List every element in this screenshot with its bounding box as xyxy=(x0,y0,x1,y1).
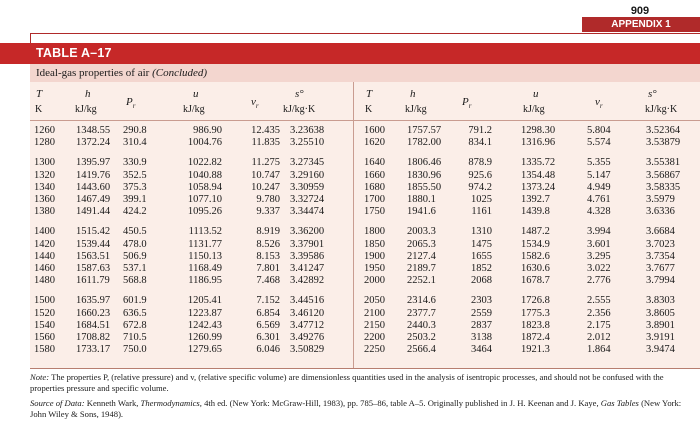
table-cell: 1058.94 xyxy=(187,181,222,193)
table-cell: 3.46120 xyxy=(290,307,325,319)
subtitle-note: (Concluded) xyxy=(152,67,208,79)
table-cell: 2377.7 xyxy=(407,307,436,319)
table-cell: 1708.82 xyxy=(76,332,111,344)
table-cell: 1620 xyxy=(364,137,385,149)
table-cell: 3.022 xyxy=(587,263,611,275)
table-cell: 1800 xyxy=(364,226,385,238)
table-cell: 1161 xyxy=(471,206,492,218)
table-cell: 3.6336 xyxy=(646,206,675,218)
table-cell: 1354.48 xyxy=(521,169,556,181)
header-h-unit: kJ/kg xyxy=(75,104,97,115)
table-cell: 1400 xyxy=(34,226,55,238)
table-cell: 1260.99 xyxy=(187,332,222,344)
table-cell: 1757.57 xyxy=(407,125,442,136)
table-cell: 3.9474 xyxy=(646,344,675,356)
table-cell: 1700 xyxy=(364,194,385,206)
table-cell: 1460 xyxy=(34,263,55,275)
table-cell: 3.7354 xyxy=(646,250,675,262)
table-cell: 5.804 xyxy=(587,125,611,136)
table-cell: 3138 xyxy=(471,332,492,344)
table-cell: 3.27345 xyxy=(290,157,325,169)
table-cell: 2.776 xyxy=(587,275,611,287)
table-cell: 7.468 xyxy=(256,275,280,287)
table-cell: 1733.17 xyxy=(76,344,111,356)
appendix-banner: APPENDIX 1 xyxy=(582,17,700,32)
table-cell: 1040.88 xyxy=(187,169,222,181)
table-cell: 2050 xyxy=(364,295,385,307)
table-cell: 878.9 xyxy=(468,157,492,169)
header-u-symbol: u xyxy=(193,88,199,100)
table-cell: 1025 xyxy=(471,194,492,206)
table-cell: 1491.44 xyxy=(76,206,111,218)
table-cell: 568.8 xyxy=(123,275,147,287)
table-cell: 1004.76 xyxy=(187,137,222,149)
table-cell: 10.747 xyxy=(251,169,280,181)
table-cell: 424.2 xyxy=(123,206,147,218)
table-cell: 710.5 xyxy=(123,332,147,344)
table-cell: 1587.63 xyxy=(76,263,111,275)
table-cell: 1372.24 xyxy=(76,137,111,149)
table-cell: 7.801 xyxy=(256,263,280,275)
table-cell: 1077.10 xyxy=(187,194,222,206)
table-cell: 1872.4 xyxy=(521,332,550,344)
table-cell: 3.7023 xyxy=(646,238,675,250)
header-h-symbol-right: h xyxy=(410,88,416,100)
table-cell: 1320 xyxy=(34,169,55,181)
col-h-right xyxy=(407,125,441,356)
table-banner xyxy=(0,43,700,64)
table-cell: 3.25510 xyxy=(290,137,325,149)
table-cell: 1440 xyxy=(34,250,55,262)
table-notes xyxy=(30,372,694,424)
table-cell: 1850 xyxy=(364,238,385,250)
header-u-unit-right: kJ/kg xyxy=(523,104,545,115)
table-cell: 5.147 xyxy=(587,169,611,181)
table-cell: 3.295 xyxy=(587,250,611,262)
table-cell: 506.9 xyxy=(123,250,147,262)
table-cell: 1611.79 xyxy=(76,275,110,287)
table-cell: 1500 xyxy=(34,295,55,307)
table-cell: 1335.72 xyxy=(521,157,556,169)
table-cell: 1630.6 xyxy=(521,263,550,275)
table-cell: 352.5 xyxy=(123,169,147,181)
table-cell: 1168.49 xyxy=(188,263,222,275)
table-cell: 1186.95 xyxy=(188,275,222,287)
table-cell: 834.1 xyxy=(468,137,492,149)
table-cell: 986.90 xyxy=(193,125,222,136)
table-cell: 5.355 xyxy=(587,157,611,169)
table-cell: 3.41247 xyxy=(290,263,325,275)
table-cell: 3.53879 xyxy=(646,137,681,149)
table-cell: 3.8605 xyxy=(646,307,675,319)
table-cell: 6.569 xyxy=(256,319,280,331)
col-s-left xyxy=(290,125,324,356)
table-cell: 2566.4 xyxy=(407,344,436,356)
table-cell: 3.47712 xyxy=(290,319,325,331)
table-cell: 3.8901 xyxy=(646,319,675,331)
table-cell: 2440.3 xyxy=(407,319,436,331)
col-h-left xyxy=(76,125,110,356)
table-cell: 2065.3 xyxy=(407,238,436,250)
table-cell: 1150.13 xyxy=(188,250,222,262)
table-cell: 750.0 xyxy=(123,344,147,356)
table-title: TABLE A–17 xyxy=(36,46,112,60)
table-cell: 1520 xyxy=(34,307,55,319)
table-cell: 1279.65 xyxy=(187,344,222,356)
table-cell: 7.152 xyxy=(256,295,280,307)
table-cell: 1534.9 xyxy=(521,238,550,250)
table-cell: 290.8 xyxy=(123,125,147,136)
table-cell: 8.919 xyxy=(256,226,280,238)
table-cell: 537.1 xyxy=(123,263,147,275)
table-cell: 3.7994 xyxy=(646,275,675,287)
table-cell: 6.301 xyxy=(256,332,280,344)
header-s-unit-right: kJ/kg·K xyxy=(645,104,678,115)
table-bottom-rule xyxy=(30,368,700,369)
table-cell: 2252.1 xyxy=(407,275,436,287)
header-t-unit-right: K xyxy=(365,104,373,115)
table-cell: 3.23638 xyxy=(290,125,325,136)
col-vr-left xyxy=(238,125,280,356)
table-cell: 1782.00 xyxy=(407,137,442,149)
table-cell: 2.175 xyxy=(587,319,611,331)
table-cell: 3464 xyxy=(471,344,492,356)
table-cell: 5.574 xyxy=(587,137,611,149)
table-cell: 2559 xyxy=(471,307,492,319)
table-cell: 11.835 xyxy=(251,137,280,149)
table-cell: 1540 xyxy=(34,319,55,331)
table-cell: 636.5 xyxy=(123,307,147,319)
table-cell: 1223.87 xyxy=(187,307,222,319)
table-cell: 2503.2 xyxy=(407,332,436,344)
table-cell: 1539.44 xyxy=(76,238,111,250)
table-cell: 2314.6 xyxy=(407,295,436,307)
table-cell: 3.39586 xyxy=(290,250,325,262)
header-rule-tick xyxy=(30,34,31,43)
table-cell: 1580 xyxy=(34,344,55,356)
header-h-unit-right: kJ/kg xyxy=(405,104,427,115)
table-cell: 4.949 xyxy=(587,181,611,193)
table-cell: 2303 xyxy=(471,295,492,307)
table-cell: 1360 xyxy=(34,194,55,206)
table-cell: 1855.50 xyxy=(407,181,442,193)
table-cell: 1921.3 xyxy=(521,344,550,356)
table-cell: 1205.41 xyxy=(187,295,222,307)
table-cell: 3.49276 xyxy=(290,332,325,344)
table-cell: 2.356 xyxy=(587,307,611,319)
table-cell: 1480 xyxy=(34,275,55,287)
table-cell: 1300 xyxy=(34,157,55,169)
table-cell: 1806.46 xyxy=(407,157,442,169)
col-t-left xyxy=(34,125,55,356)
table-cell: 1515.42 xyxy=(76,226,111,238)
table-cell: 450.5 xyxy=(123,226,147,238)
table-cell: 1475 xyxy=(471,238,492,250)
table-cell: 3.52364 xyxy=(646,125,681,136)
table-cell: 1660.23 xyxy=(76,307,111,319)
note-paragraph: Note: The properties P, (relative pressure) and v, (relative specific volume) are dimensionless quantities used in the analysis of isentropic processes, and should not be confused with the properties pressure and specific volume. xyxy=(30,372,664,393)
table-cell: 1131.77 xyxy=(188,238,222,250)
subtitle-band xyxy=(30,64,700,82)
table-subtitle: Ideal-gas properties of air (Concluded) xyxy=(36,67,208,79)
table-cell: 1487.2 xyxy=(521,226,550,238)
table-cell: 1563.51 xyxy=(76,250,111,262)
table-cell: 3.6684 xyxy=(646,226,675,238)
table-cell: 1950 xyxy=(364,263,385,275)
table-cell: 1678.7 xyxy=(521,275,550,287)
header-s-symbol: s° xyxy=(295,88,304,100)
table-cell: 9.780 xyxy=(256,194,280,206)
table-cell: 1395.97 xyxy=(76,157,111,169)
table-cell: 925.6 xyxy=(468,169,492,181)
table-cell: 1655 xyxy=(471,250,492,262)
table-cell: 2150 xyxy=(364,319,385,331)
table-cell: 3.5979 xyxy=(646,194,675,206)
table-cell: 1373.24 xyxy=(521,181,556,193)
table-cell: 1443.60 xyxy=(76,181,111,193)
table-cell: 1022.82 xyxy=(187,157,222,169)
table-cell: 1420 xyxy=(34,238,55,250)
table-cell: 1684.51 xyxy=(76,319,111,331)
header-u-symbol-right: u xyxy=(533,88,539,100)
col-vr-right xyxy=(587,125,611,356)
table-cell: 1635.97 xyxy=(76,295,111,307)
header-t-symbol: T xyxy=(36,88,43,100)
table-cell: 1298.30 xyxy=(521,125,556,136)
table-cell: 3.7677 xyxy=(646,263,675,275)
table-cell: 6.046 xyxy=(256,344,280,356)
table-cell: 1823.8 xyxy=(521,319,550,331)
header-u-unit: kJ/kg xyxy=(183,104,205,115)
header-h-symbol: h xyxy=(85,88,91,100)
table-cell: 1316.96 xyxy=(521,137,556,149)
header-pr-symbol: $P_r$ xyxy=(126,96,136,111)
table-cell: 3.58335 xyxy=(646,181,681,193)
table-cell: 2250 xyxy=(364,344,385,356)
table-cell: 1852 xyxy=(471,263,492,275)
table-cell: 330.9 xyxy=(123,157,147,169)
table-cell: 3.55381 xyxy=(646,157,681,169)
col-u-right xyxy=(521,125,555,356)
header-s-symbol-right: s° xyxy=(648,88,657,100)
header-vr-symbol: $v_r$ xyxy=(251,96,259,111)
table-cell: 1439.8 xyxy=(521,206,550,218)
table-cell: 2.012 xyxy=(587,332,611,344)
table-cell: 12.435 xyxy=(251,125,280,136)
table-cell: 3.36200 xyxy=(290,226,325,238)
table-cell: 1830.96 xyxy=(407,169,442,181)
table-cell: 1726.8 xyxy=(521,295,550,307)
table-cell: 399.1 xyxy=(123,194,147,206)
table-cell: 4.328 xyxy=(587,206,611,218)
table-cell: 2068 xyxy=(471,275,492,287)
table-cell: 310.4 xyxy=(123,137,147,149)
table-cell: 1.864 xyxy=(587,344,611,356)
table-cell: 1242.43 xyxy=(187,319,222,331)
table-cell: 1419.76 xyxy=(76,169,111,181)
table-cell: 3.30959 xyxy=(290,181,325,193)
table-cell: 1280 xyxy=(34,137,55,149)
header-s-unit: kJ/kg·K xyxy=(283,104,316,115)
table-cell: 3.994 xyxy=(587,226,611,238)
table-cell: 3.8303 xyxy=(646,295,675,307)
table-cell: 6.854 xyxy=(256,307,280,319)
table-cell: 1680 xyxy=(364,181,385,193)
source-paragraph: Source of Data: Kenneth Wark, Thermodynamics, 4th ed. (New York: McGraw-Hill, 1983), pp. 785–86, table A–5. Originally published in J. H. Keenan and J. Kaye, Gas Tables (New York: John Wiley & Sons, 1948). xyxy=(30,398,682,419)
table-cell: 1340 xyxy=(34,181,55,193)
table-cell: 2189.7 xyxy=(407,263,436,275)
header-t-symbol-right: T xyxy=(366,88,373,100)
table-cell: 1095.26 xyxy=(187,206,222,218)
table-cell: 2127.4 xyxy=(407,250,436,262)
table-cell: 9.337 xyxy=(256,206,280,218)
table-cell: 2.555 xyxy=(587,295,611,307)
table-cell: 8.153 xyxy=(256,250,280,262)
table-cell: 3.34474 xyxy=(290,206,325,218)
table-cell: 1560 xyxy=(34,332,55,344)
table-cell: 974.2 xyxy=(468,181,492,193)
table-cell: 1467.49 xyxy=(76,194,111,206)
table-cell: 3.32724 xyxy=(290,194,325,206)
table-cell: 2003.3 xyxy=(407,226,436,238)
table-cell: 1750 xyxy=(364,206,385,218)
table-cell: 1348.55 xyxy=(76,125,111,136)
table-cell: 3.37901 xyxy=(290,238,325,250)
table-cell: 1113.52 xyxy=(188,226,222,238)
table-cell: 1775.3 xyxy=(521,307,550,319)
table-cell: 8.526 xyxy=(256,238,280,250)
table-cell: 3.601 xyxy=(587,238,611,250)
table-cell: 10.247 xyxy=(251,181,280,193)
table-cell: 1310 xyxy=(471,226,492,238)
table-cell: 1392.7 xyxy=(521,194,550,206)
header-pr-symbol-right: $P_r$ xyxy=(462,96,472,111)
table-cell: 3.50829 xyxy=(290,344,325,356)
table-cell: 2000 xyxy=(364,275,385,287)
half-divider xyxy=(353,82,354,369)
col-pr-right xyxy=(454,125,492,356)
col-t-right xyxy=(364,125,385,356)
table-cell: 1941.6 xyxy=(407,206,436,218)
header-rule-line xyxy=(30,120,700,121)
table-cell: 601.9 xyxy=(123,295,147,307)
table-cell: 478.0 xyxy=(123,238,147,250)
page-number: 909 xyxy=(630,5,650,17)
table-cell: 3.44516 xyxy=(290,295,325,307)
table-cell: 791.2 xyxy=(468,125,492,136)
col-u-left xyxy=(170,125,222,356)
table-cell: 2200 xyxy=(364,332,385,344)
table-cell: 2837 xyxy=(471,319,492,331)
property-table xyxy=(30,82,700,369)
table-cell: 1900 xyxy=(364,250,385,262)
col-s-right xyxy=(646,125,680,356)
table-cell: 1380 xyxy=(34,206,55,218)
table-cell: 11.275 xyxy=(251,157,280,169)
table-cell: 1600 xyxy=(364,125,385,136)
table-cell: 1660 xyxy=(364,169,385,181)
table-cell: 1260 xyxy=(34,125,55,136)
table-cell: 1582.6 xyxy=(521,250,550,262)
table-cell: 3.9191 xyxy=(646,332,675,344)
col-pr-left xyxy=(123,125,147,356)
table-cell: 3.56867 xyxy=(646,169,681,181)
header-t-unit: K xyxy=(35,104,43,115)
table-cell: 672.8 xyxy=(123,319,147,331)
table-cell: 375.3 xyxy=(123,181,147,193)
table-cell: 1880.1 xyxy=(407,194,436,206)
table-cell: 3.42892 xyxy=(290,275,325,287)
header-rule xyxy=(30,33,700,34)
table-cell: 1640 xyxy=(364,157,385,169)
table-cell: 2100 xyxy=(364,307,385,319)
header-vr-symbol-right: $v_r$ xyxy=(595,96,603,111)
table-cell: 3.29160 xyxy=(290,169,325,181)
table-cell: 4.761 xyxy=(587,194,611,206)
